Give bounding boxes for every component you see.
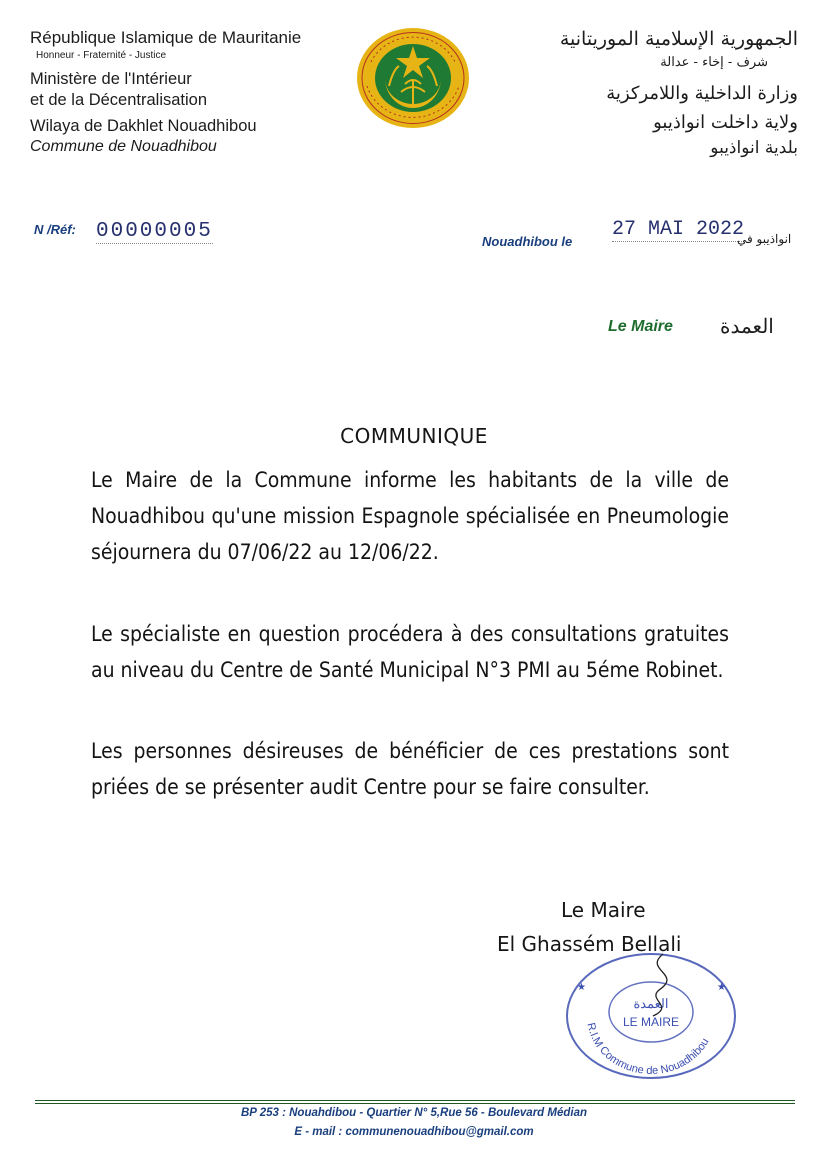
ministry-arabic: وزارة الداخلية واللامركزية [606, 83, 798, 104]
wilaya-arabic: ولاية داخلت انواذيبو [653, 112, 798, 133]
official-stamp [563, 950, 739, 1080]
date-value: 27 MAI 2022 [612, 218, 745, 241]
ministry-line-1: Ministère de l'Intérieur [30, 70, 192, 88]
stamp-center-arabic: العمدة [633, 996, 669, 1011]
communique-title: COMMUNIQUE [340, 424, 488, 448]
ministry-line-2: et de la Décentralisation [30, 91, 208, 109]
header-left [30, 28, 350, 157]
national-seal [355, 26, 471, 130]
stamp-star-left: ★ [577, 982, 586, 993]
date-label: Nouadhibou le [482, 234, 573, 249]
country-name-arabic: الجمهورية الإسلامية الموريتانية [559, 28, 798, 50]
wilaya-name: Wilaya de Dakhlet Nouadhibou [30, 117, 257, 135]
country-name: République Islamique de Mauritanie [30, 28, 302, 47]
signature-title: Le Maire [561, 898, 646, 922]
issuer-label-arabic: العمدة [720, 314, 774, 338]
footer-rule-top [35, 1100, 795, 1101]
paragraph-1: Le Maire de la Commune informe les habitants de la ville de Nouadhibou qu'une mission Espagnole spécialisée en Pneumologie séjournera du 07/06/22 au 12/06/22. [91, 468, 729, 564]
national-motto: Honneur - Fraternité - Justice [36, 50, 167, 61]
header-right-arabic [498, 24, 798, 160]
reference-label: N /Réf: [34, 222, 76, 237]
signature-name: El Ghassém Bellali [497, 932, 682, 956]
stamp-center-text: LE MAIRE [622, 1015, 680, 1029]
motto-arabic: شرف - إخاء - عدالة [660, 55, 768, 70]
footer-rule-bottom [35, 1103, 795, 1104]
footer-email: E - mail : communenouadhibou@gmail.com [294, 1126, 534, 1138]
stamp-ring-text: R.I.M Commune de Nouadhibou [584, 1021, 712, 1078]
date-label-arabic: انواذيبو في [737, 232, 792, 246]
paragraph-3: Les personnes désireuses de bénéficier de ces prestations sont priées de se présenter audit Centre pour se faire consulter. [91, 739, 729, 799]
issuer-label: Le Maire [608, 318, 673, 335]
reference-number: 00000005 [96, 220, 213, 243]
footer-address: BP 253 : Nouahdibou - Quartier N° 5,Rue 56 - Boulevard Médian [240, 1107, 588, 1119]
commune-name: Commune de Nouadhibou [30, 138, 217, 155]
stamp-star-right: ★ [717, 982, 726, 993]
commune-arabic: بلدية انواذيبو [710, 138, 798, 158]
paragraph-2: Le spécialiste en question procédera à des consultations gratuites au niveau du Centre de Santé Municipal N°3 PMI au 5éme Robinet. [91, 622, 729, 682]
